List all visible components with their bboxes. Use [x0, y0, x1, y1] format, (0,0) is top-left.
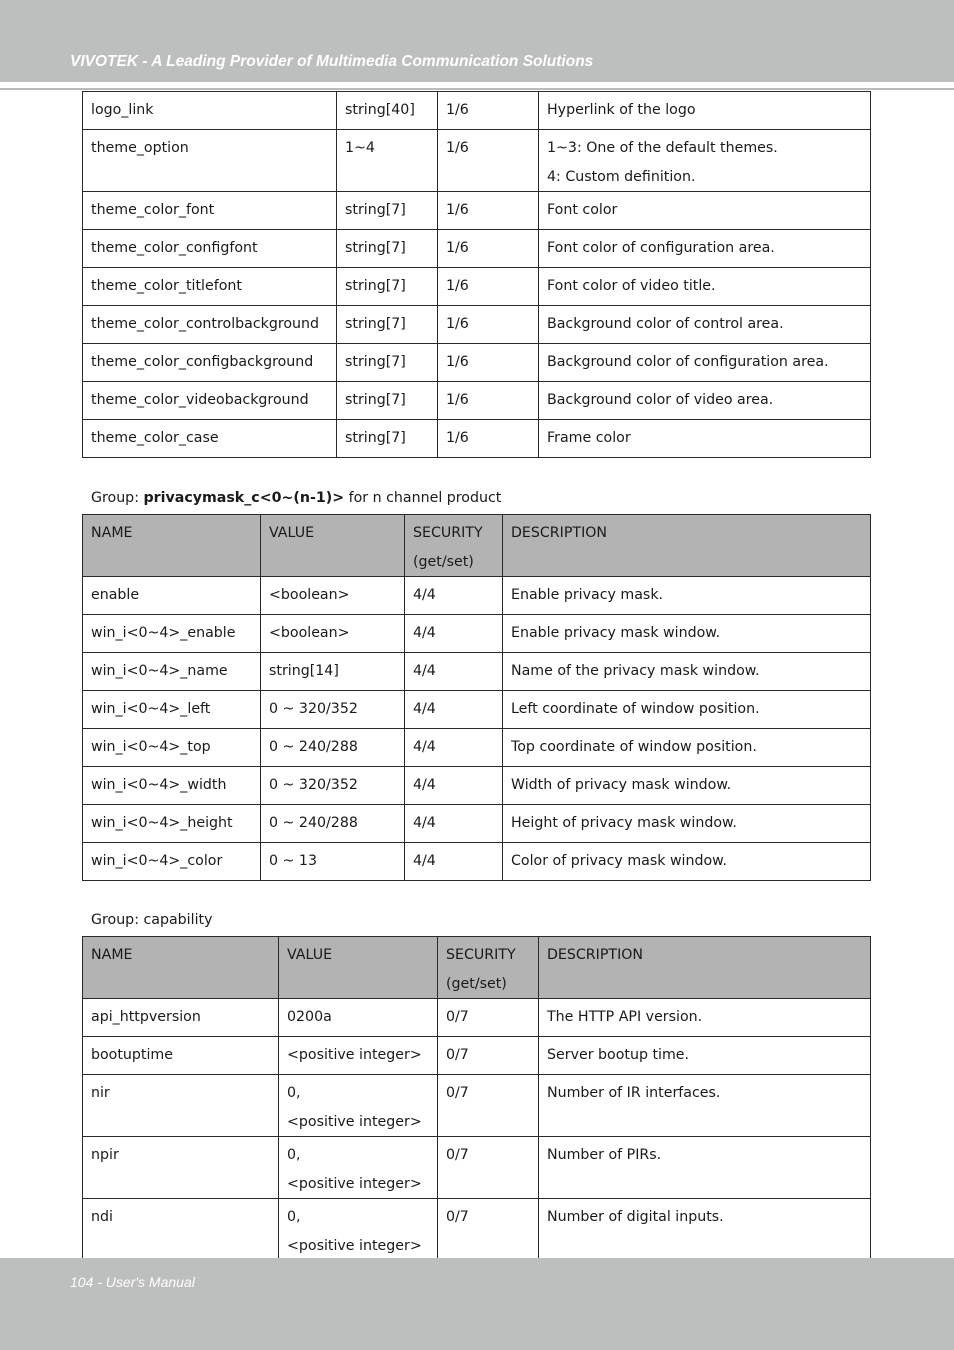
param-name: win_i<0~4>_enable [83, 615, 261, 653]
group-name: privacymask_c<0~(n-1)> [143, 490, 345, 506]
table-row [83, 230, 871, 268]
param-description: Frame color [539, 420, 871, 458]
table-row [83, 268, 871, 306]
param-value [279, 1199, 438, 1261]
column-header-description: DESCRIPTION [503, 515, 871, 577]
param-security: 0/7 [438, 1075, 539, 1137]
param-security: 1/6 [438, 420, 539, 458]
param-name: theme_color_configfont [83, 230, 337, 268]
param-name: win_i<0~4>_color [83, 843, 261, 881]
param-security: 1/6 [438, 92, 539, 130]
value-line: <positive integer> [287, 1113, 422, 1130]
param-security: 0/7 [438, 1137, 539, 1199]
param-description: Name of the privacy mask window. [503, 653, 871, 691]
param-value [279, 1075, 438, 1137]
table-row [83, 420, 871, 458]
column-header-name: NAME [83, 937, 279, 999]
param-security: 0/7 [438, 999, 539, 1037]
param-value: 0 ~ 320/352 [261, 767, 405, 805]
param-description: Height of privacy mask window. [503, 805, 871, 843]
page-number-label: 104 - User's Manual [70, 1274, 195, 1290]
column-header-name: NAME [83, 515, 261, 577]
param-description [539, 130, 871, 192]
param-name: theme_color_titlefont [83, 268, 337, 306]
param-name: win_i<0~4>_width [83, 767, 261, 805]
column-header-security [405, 515, 503, 577]
page-header [0, 0, 954, 82]
param-value: 0200a [279, 999, 438, 1037]
param-security: 4/4 [405, 615, 503, 653]
table-row [83, 382, 871, 420]
param-value: string[7] [337, 192, 438, 230]
param-value: string[40] [337, 92, 438, 130]
param-value: 0 ~ 240/288 [261, 729, 405, 767]
param-name: theme_option [83, 130, 337, 192]
param-description: Color of privacy mask window. [503, 843, 871, 881]
group-suffix: for n channel product [344, 490, 502, 506]
param-description: Background color of configuration area. [539, 344, 871, 382]
param-name: ndi [83, 1199, 279, 1261]
param-value: string[7] [337, 420, 438, 458]
param-description: Enable privacy mask. [503, 577, 871, 615]
param-value: string[7] [337, 306, 438, 344]
table-header-row [83, 515, 871, 577]
param-security: 1/6 [438, 344, 539, 382]
param-name: logo_link [83, 92, 337, 130]
param-security: 4/4 [405, 805, 503, 843]
header-line: SECURITY [413, 525, 483, 541]
page-footer [0, 1258, 954, 1350]
param-security: 4/4 [405, 577, 503, 615]
param-description: Top coordinate of window position. [503, 729, 871, 767]
table-row [83, 1075, 871, 1137]
table-row [83, 691, 871, 729]
param-security: 0/7 [438, 1037, 539, 1075]
param-description: Number of PIRs. [539, 1137, 871, 1199]
param-name: theme_color_configbackground [83, 344, 337, 382]
param-name: enable [83, 577, 261, 615]
param-description: Background color of control area. [539, 306, 871, 344]
param-description: Font color [539, 192, 871, 230]
param-description: Font color of video title. [539, 268, 871, 306]
param-name: nir [83, 1075, 279, 1137]
header-line: (get/set) [446, 975, 507, 992]
param-security: 1/6 [438, 382, 539, 420]
param-value: 1~4 [337, 130, 438, 192]
table-row [83, 729, 871, 767]
group-label-capability: Group: capability [91, 912, 213, 928]
param-value: 0 ~ 320/352 [261, 691, 405, 729]
capability-table [82, 936, 871, 1261]
param-name: win_i<0~4>_name [83, 653, 261, 691]
param-value: string[7] [337, 382, 438, 420]
table-row [83, 653, 871, 691]
table-row [83, 1199, 871, 1261]
table-row [83, 615, 871, 653]
table-row [83, 130, 871, 192]
param-description: The HTTP API version. [539, 999, 871, 1037]
table-row [83, 1137, 871, 1199]
group-prefix: Group: [91, 490, 144, 506]
param-description: Hyperlink of the logo [539, 92, 871, 130]
header-title: VIVOTEK - A Leading Provider of Multimedia Communication Solutions [70, 53, 594, 70]
group-label-privacymask [91, 490, 501, 506]
table-row [83, 1037, 871, 1075]
param-security: 4/4 [405, 729, 503, 767]
param-name: theme_color_font [83, 192, 337, 230]
header-divider [0, 88, 954, 90]
param-name: win_i<0~4>_top [83, 729, 261, 767]
value-line: <positive integer> [287, 1237, 422, 1254]
table-header-row [83, 937, 871, 999]
param-security: 1/6 [438, 268, 539, 306]
param-description: Server bootup time. [539, 1037, 871, 1075]
param-security: 4/4 [405, 691, 503, 729]
param-security: 1/6 [438, 130, 539, 192]
column-header-security [438, 937, 539, 999]
param-security: 4/4 [405, 653, 503, 691]
theme-parameters-table [82, 91, 871, 458]
table-row [83, 999, 871, 1037]
table-row [83, 577, 871, 615]
privacymask-table [82, 514, 871, 881]
param-description: Font color of configuration area. [539, 230, 871, 268]
table-row [83, 843, 871, 881]
param-value: 0 ~ 240/288 [261, 805, 405, 843]
param-value: string[14] [261, 653, 405, 691]
description-line: 4: Custom definition. [547, 168, 696, 185]
value-line: 0, [287, 1209, 301, 1225]
description-line: 1~3: One of the default themes. [547, 140, 778, 156]
param-description: Number of IR interfaces. [539, 1075, 871, 1137]
param-security: 1/6 [438, 230, 539, 268]
table-row [83, 344, 871, 382]
table-row [83, 92, 871, 130]
param-security: 4/4 [405, 843, 503, 881]
param-value: <positive integer> [279, 1037, 438, 1075]
param-name: bootuptime [83, 1037, 279, 1075]
param-description: Width of privacy mask window. [503, 767, 871, 805]
column-header-value: VALUE [279, 937, 438, 999]
param-name: win_i<0~4>_height [83, 805, 261, 843]
param-name: api_httpversion [83, 999, 279, 1037]
param-value: <boolean> [261, 615, 405, 653]
param-description: Left coordinate of window position. [503, 691, 871, 729]
column-header-value: VALUE [261, 515, 405, 577]
param-description: Background color of video area. [539, 382, 871, 420]
param-security: 0/7 [438, 1199, 539, 1261]
param-name: theme_color_case [83, 420, 337, 458]
table-row [83, 805, 871, 843]
param-security: 4/4 [405, 767, 503, 805]
header-line: SECURITY [446, 947, 516, 963]
table-row [83, 192, 871, 230]
param-value: string[7] [337, 230, 438, 268]
param-security: 1/6 [438, 192, 539, 230]
param-value: string[7] [337, 344, 438, 382]
param-value: <boolean> [261, 577, 405, 615]
param-value: 0 ~ 13 [261, 843, 405, 881]
table-row [83, 767, 871, 805]
param-value: string[7] [337, 268, 438, 306]
param-name: theme_color_controlbackground [83, 306, 337, 344]
param-name: theme_color_videobackground [83, 382, 337, 420]
value-line: 0, [287, 1147, 301, 1163]
value-line: <positive integer> [287, 1175, 422, 1192]
table-row [83, 306, 871, 344]
param-description: Number of digital inputs. [539, 1199, 871, 1261]
param-description: Enable privacy mask window. [503, 615, 871, 653]
value-line: 0, [287, 1085, 301, 1101]
column-header-description: DESCRIPTION [539, 937, 871, 999]
param-name: win_i<0~4>_left [83, 691, 261, 729]
param-name: npir [83, 1137, 279, 1199]
header-line: (get/set) [413, 553, 474, 570]
param-value [279, 1137, 438, 1199]
param-security: 1/6 [438, 306, 539, 344]
